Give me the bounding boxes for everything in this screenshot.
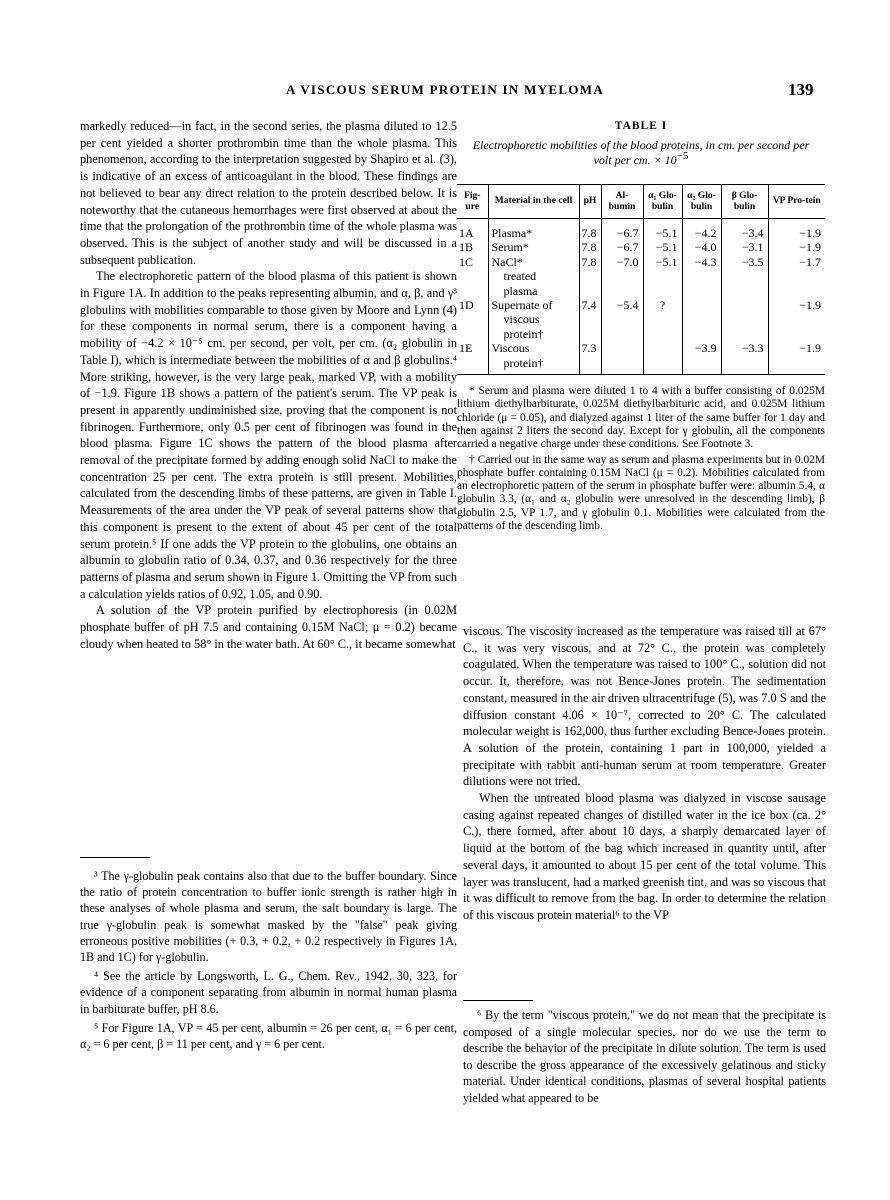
footnote-4: ⁴ See the article by Longsworth, L. G., Chem. Rev., 1942, 30, 323, for evidence of a component separating from albumin in normal human plasma in barbiturate buffer, pH 8.6. [80, 969, 457, 1016]
table-caption-text: Electrophoretic mobilities of the blood proteins, in cm. per second per volt per cm. × 10 [472, 138, 810, 167]
footnote-5: ⁵ For Figure 1A, VP = 45 per cent, albumin = 26 per cent, α₁ = 6 per cent, α₂ = 6 per cent, β = 11 per cent, and γ = 6 per cent. [80, 1020, 457, 1052]
header-material: Material in the cell [488, 185, 579, 219]
cell-alpha1 [643, 341, 682, 355]
cell-alpha1: −5.1 [643, 219, 682, 241]
header-alpha2: α₂ Glo-bulin [682, 185, 721, 219]
cell-vp: −1.9 [799, 226, 821, 240]
cell-alpha2: −4.0 [682, 240, 721, 254]
cell-albumin: −6.7 [601, 240, 643, 254]
cell-material: Plasma* [488, 219, 579, 241]
cell-ph: 7.8 [579, 240, 601, 254]
cell-material-continued: protein† [488, 327, 579, 341]
paragraph-viscosity: viscous. The viscosity increased as the temperature was raised till at 67° C., it was very viscous, and at 72° C., the protein was completely coagulated. When the temperature was raised to 100° C., solution did not occur. It, therefore, was not Bence-Jones protein. The sedimentation constant, measured in the air driven ultracentrifuge (5), was 7.0 S and the diffusion constant 4.06 × 10⁻⁷, corrected to 20° C. The calculated molecular weight is 162,000, thus further excluding Bence-Jones protein. A solution of the protein, containing 1 part in 100,000, yielded a precipitate with rabbit anti-human serum at room temperature. Greater dilutions were not tried. [463, 624, 826, 789]
cell-albumin: −7.0 [601, 255, 643, 269]
header-ph: pH [579, 185, 601, 219]
cell-beta: −3.4 [721, 219, 768, 241]
cell-material-continued: treated [488, 269, 579, 283]
cell-vp: −1.9 [799, 298, 821, 313]
cell-beta: −3.5 [721, 255, 768, 269]
cell-vp: −1.9 [799, 341, 821, 356]
table-row [457, 255, 825, 269]
header-beta: β Glo-bulin [721, 185, 768, 219]
footnote-6: ⁶ By the term "viscous protein," we do not mean that the precipitate is composed of a single molecular species, nor do we use the term to describe the behavior of the precipitate in dilute solution. The term is used to describe the gross appearance of the excessively gelatinous and sticky material. Under identical conditions, plasmas of several hospital patients yielded what appeared to be [463, 1008, 826, 1105]
cell-figure: 1A [457, 219, 488, 241]
table-notes [457, 385, 825, 533]
table-note-dagger: † Carried out in the same way as serum and plasma experiments but in 0.02M phosphate buffer containing 0.15M NaCl (μ = 0.2). Mobilities calculated from an electrophoretic pattern of the serum in phosphate buffer were: albumin 5.4, α globulin 3.3, (α₁ and α₂ globulin were unresolved in the descending limb), β globulin 2.5, VP 1.7, and γ globulin 0.1. Mobilities were calculated from the patterns of the descending limb. [457, 453, 825, 533]
table-row [457, 219, 825, 241]
cell-albumin: −5.4 [601, 298, 643, 312]
cell-figure: 1B [457, 240, 488, 254]
paragraph-dialysis: When the untreated blood plasma was dialyzed in viscose sausage casing against repeated changes of distilled water in the ice box (ca. 2° C.), there formed, after about 10 days, a sharply demarcated layer of liquid at the bottom of the bag which increased in quantity until, after several days, it amounted to about 15 per cent of the total volume. This layer was translucent, had a marked greenish tint, and was so viscous that it was difficult to remove from the bag. In order to determine the relation of this viscous protein material⁶ to the VP [463, 791, 826, 922]
footnote-3: ³ The γ-globulin peak contains also that due to the buffer boundary. Since the ratio of protein concentration to buffer ionic strength is rather high in these analyses of whole plasma and serum, the salt boundary is large. The true γ-globulin peak is somewhat masked by the "false" peak giving erroneous positive mobilities (+ 0.3, + 0.2, + 0.2 respectively in Figures 1A, 1B and 1C) for γ-globulin. [80, 869, 457, 965]
table-row-continuation [457, 269, 825, 283]
table-caption-exponent: −5 [676, 149, 689, 162]
cell-ph: 7.8 [579, 219, 601, 241]
page-number: 139 [788, 80, 814, 99]
cell-ph: 7.8 [579, 255, 601, 269]
cell-material-continued: viscous [488, 312, 579, 326]
cell-alpha2: −4.3 [682, 255, 721, 269]
table-row-continuation [457, 356, 825, 375]
cell-figure: 1C [457, 255, 488, 269]
cell-figure: 1D [457, 298, 488, 312]
header-albumin: Al-bumin [601, 185, 643, 219]
table-row-continuation [457, 312, 825, 326]
paragraph-vp-heating: A solution of the VP protein purified by electrophoresis (in 0.02M phosphate buffer of pH 7.5 and containing 0.15M NaCl; μ = 0.2) became cloudy when heated to 58° in the water bath. At 60° C., it became somewhat [80, 603, 457, 651]
cell-material: NaCl* [488, 255, 579, 269]
cell-vp: −1.7 [799, 254, 821, 269]
table-row-continuation [457, 327, 825, 341]
cell-vp: −1.9 [799, 240, 821, 255]
cell-figure: 1E [457, 341, 488, 355]
table-row [457, 240, 825, 254]
cell-alpha2 [682, 298, 721, 312]
table-label: TABLE I [614, 120, 668, 132]
cell-alpha2: −4.2 [682, 219, 721, 241]
table-row-continuation [457, 284, 825, 298]
cell-albumin: −6.7 [601, 219, 643, 241]
cell-alpha1: −5.1 [643, 255, 682, 269]
cell-ph: 7.4 [579, 298, 601, 312]
header-alpha1: α₁ Glo-bulin [643, 185, 682, 219]
table-1 [457, 118, 825, 535]
cell-albumin [601, 341, 643, 355]
cell-beta: −3.1 [721, 240, 768, 254]
paragraph-prothrombin: markedly reduced—in fact, in the second series, the plasma diluted to 12.5 per cent yielded a shorter prothrombin time than the whole plasma. This phenomenon, according to the interpretation suggested by Shapiro et al. (3), is indicative of an excess of anticoagulant in the blood. These findings are not believed to bear any direct relation to the protein described below. It is noteworthy that the cutaneous hemorrhages were first observed at about the time that the prolongation of the prothrombin time of the whole plasma was observed. This is the subject of another study and will be discussed in a subsequent publication. [80, 119, 457, 267]
table-header-row [457, 185, 825, 219]
cell-material-continued: protein† [488, 356, 579, 375]
right-column-body [463, 623, 826, 924]
header-figure: Fig-ure [457, 185, 488, 219]
footnote-divider-right [463, 1000, 533, 1001]
cell-material: Supernate of [488, 298, 579, 312]
right-footnotes [463, 1007, 826, 1106]
mobility-table [457, 184, 825, 375]
table-caption [465, 138, 817, 167]
running-title: A VISCOUS SERUM PROTEIN IN MYELOMA [285, 82, 605, 97]
left-footnotes [80, 868, 457, 1055]
cell-alpha2: −3.9 [682, 341, 721, 355]
cell-alpha1: −5.1 [643, 240, 682, 254]
header-vp: VP Pro-tein [768, 185, 825, 219]
footnote-divider-left [80, 857, 150, 858]
cell-beta: −3.3 [721, 341, 768, 355]
cell-material-continued: plasma [488, 284, 579, 298]
cell-alpha1: ? [643, 298, 682, 312]
left-column-body [80, 118, 457, 653]
cell-material: Serum* [488, 240, 579, 254]
table-row [457, 298, 825, 312]
cell-material: Viscous [488, 341, 579, 355]
cell-ph: 7.3 [579, 341, 601, 355]
cell-beta [721, 298, 768, 312]
paragraph-electrophoretic-pattern: The electrophoretic pattern of the blood plasma of this patient is shown in Figure 1A. In addition to the peaks representing albumin, and α, β, and γ³ globulins with mobilities comparable to those given by Moore and Lynn (4) for these components in normal serum, there is a component having a mobility of −4.2 × 10⁻⁵ cm. per second, per volt, per cm. (α₂ globulin in Table I), which is intermediate between the mobilities of α and β globulins.⁴ More striking, however, is the very large peak, marked VP, with a mobility of −1.9. Figure 1B shows a pattern of the patient's serum. The VP peak is present in apparently undiminished size, proving that the component is not fibrinogen. Furthermore, only 0.5 per cent of fibrinogen was found in the blood plasma. Figure 1C shows the pattern of the blood plasma after removal of the precipitate formed by adding enough solid NaCl to make the concentration 25 per cent. The extra protein is still present. Mobilities, calculated from the descending limbs of these patterns, are given in Table I. Measurements of the area under the VP peak of several patterns show that this component is present to the extent of about 45 per cent of the total serum protein.⁵ If one adds the VP protein to the globulins, one obtains an albumin to globulin ratio of 0.34, 0.37, and 0.36 respectively for the three patterns of plasma and serum shown in Figure 1. Omitting the VP from such a calculation yields ratios of 0.92, 1.05, and 0.90. [80, 269, 457, 601]
table-note-asterisk: * Serum and plasma were diluted 1 to 4 with a buffer consisting of 0.025M lithium diethylbarbiturate, 0.025M diethylbarbituric acid, and 0.025M lithium chloride (μ = 0.05), and dialyzed against 1 liter of the same buffer for 1 day and then against 2 liters the second day. Except for γ globulin, all the components carried a negative charge under these conditions. See Footnote 3. [457, 385, 825, 451]
table-row [457, 341, 825, 355]
